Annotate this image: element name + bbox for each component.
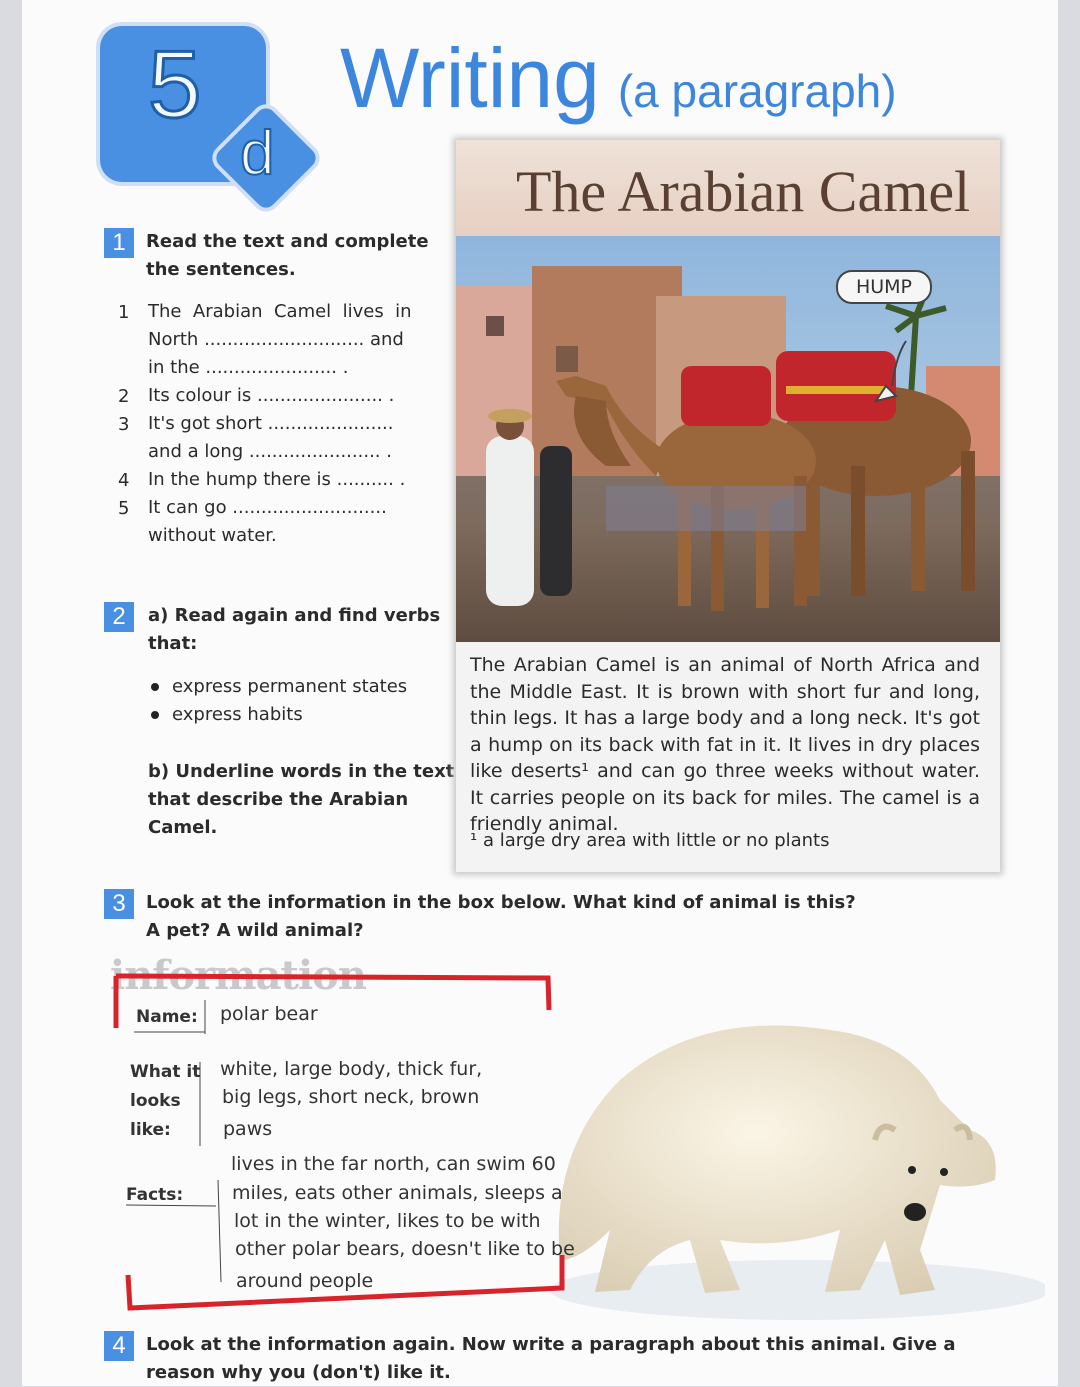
item-line: without water.	[148, 525, 277, 546]
bullet-icon	[151, 683, 159, 691]
facts-value: other polar bears, doesn't like to be	[235, 1238, 575, 1260]
hump-label: HUMP	[836, 270, 932, 304]
facts-value: around people	[236, 1270, 374, 1292]
item-number: 3	[118, 414, 130, 435]
facts-value: miles, eats other animals, sleeps a	[232, 1182, 563, 1204]
exercise-4-instruction	[146, 1331, 955, 1387]
facts-value: lives in the far north, can swim 60	[231, 1153, 556, 1175]
facts-value: lot in the winter, likes to be with	[234, 1210, 541, 1232]
item-line: in the ....................... .	[148, 357, 349, 378]
instruction-line: Look at the information in the box below. What kind of animal is this?	[146, 892, 856, 913]
bullet-item: express permanent states	[172, 676, 408, 697]
looks-value: white, large body, thick fur,	[220, 1058, 483, 1080]
camel-reading-card	[456, 140, 1000, 872]
instruction-line: a) Read again and find verbs	[148, 605, 441, 626]
title-main: Writing	[340, 31, 600, 125]
facts-label: Facts:	[126, 1185, 184, 1205]
polar-bear-photo	[540, 990, 1045, 1330]
name-value: polar bear	[220, 1003, 318, 1025]
exercise-2b-instruction	[148, 758, 454, 842]
item-number: 5	[118, 498, 130, 519]
looks-value: paws	[223, 1118, 273, 1140]
instruction-line: the sentences.	[146, 259, 296, 280]
instruction-line: A pet? A wild animal?	[146, 920, 364, 941]
item-number: 2	[118, 386, 130, 407]
looks-value: big legs, short neck, brown	[222, 1086, 480, 1108]
exercise-3-instruction	[146, 889, 856, 945]
instruction-line: Camel.	[148, 817, 218, 838]
exercise-4-number: 4	[104, 1331, 134, 1361]
exercise-1-number: 1	[104, 228, 134, 258]
exercise-1-item	[148, 298, 412, 382]
instruction-line: reason why you (don't) like it.	[146, 1362, 451, 1383]
exercise-2a-instruction	[148, 602, 440, 658]
exercise-1-item	[148, 494, 387, 550]
exercise-1-item	[148, 382, 394, 410]
unit-letter: d	[240, 119, 275, 188]
instruction-line: b) Underline words in the text	[148, 761, 455, 782]
label-line: What it	[130, 1062, 201, 1082]
bullet-item: express habits	[172, 704, 303, 725]
item-line: The Arabian Camel lives in	[148, 301, 412, 322]
item-number: 1	[118, 302, 130, 323]
label-line: looks	[130, 1091, 181, 1111]
looks-label	[130, 1058, 200, 1145]
item-line: and a long ....................... .	[148, 441, 392, 462]
unit-number: 5	[148, 31, 202, 138]
item-line: It's got short ......................	[148, 413, 394, 434]
camel-paragraph: The Arabian Camel is an animal of North Africa and the Middle East. It is brown with short fur and long, thin legs. It has a large body and a long neck. It's got a hump on its back with fat in it. It lives in dry places like deserts¹ and can go three weeks without water. It carries people on its back for miles. The camel is a friendly animal.	[470, 654, 980, 835]
exercise-1-item	[148, 410, 394, 466]
instruction-line: Look at the information again. Now write a paragraph about this animal. Give a	[146, 1334, 956, 1355]
item-line: North ............................ and	[148, 329, 404, 350]
card-header	[456, 140, 1000, 236]
item-line: In the hump there is .......... .	[148, 469, 406, 490]
bullet-icon	[151, 711, 159, 719]
exercise-2-number: 2	[104, 602, 134, 632]
information-heading: information	[110, 952, 366, 999]
instruction-line: that describe the Arabian	[148, 789, 409, 810]
exercise-1-item	[148, 466, 405, 494]
footnote: ¹ a large dry area with little or no plants	[470, 830, 830, 851]
item-line: Its colour is ...................... .	[148, 385, 395, 406]
label-line: like:	[130, 1120, 171, 1140]
item-line: It can go ...........................	[148, 497, 387, 518]
exercise-1-instruction	[146, 228, 429, 284]
card-title: The Arabian Camel	[516, 159, 971, 224]
page-title	[340, 30, 897, 127]
item-number: 4	[118, 470, 130, 491]
title-sub: (a paragraph)	[617, 65, 897, 117]
exercise-3-number: 3	[104, 889, 134, 919]
instruction-line: that:	[148, 633, 198, 654]
name-label: Name:	[136, 1007, 198, 1027]
instruction-line: Read the text and complete	[146, 231, 429, 252]
